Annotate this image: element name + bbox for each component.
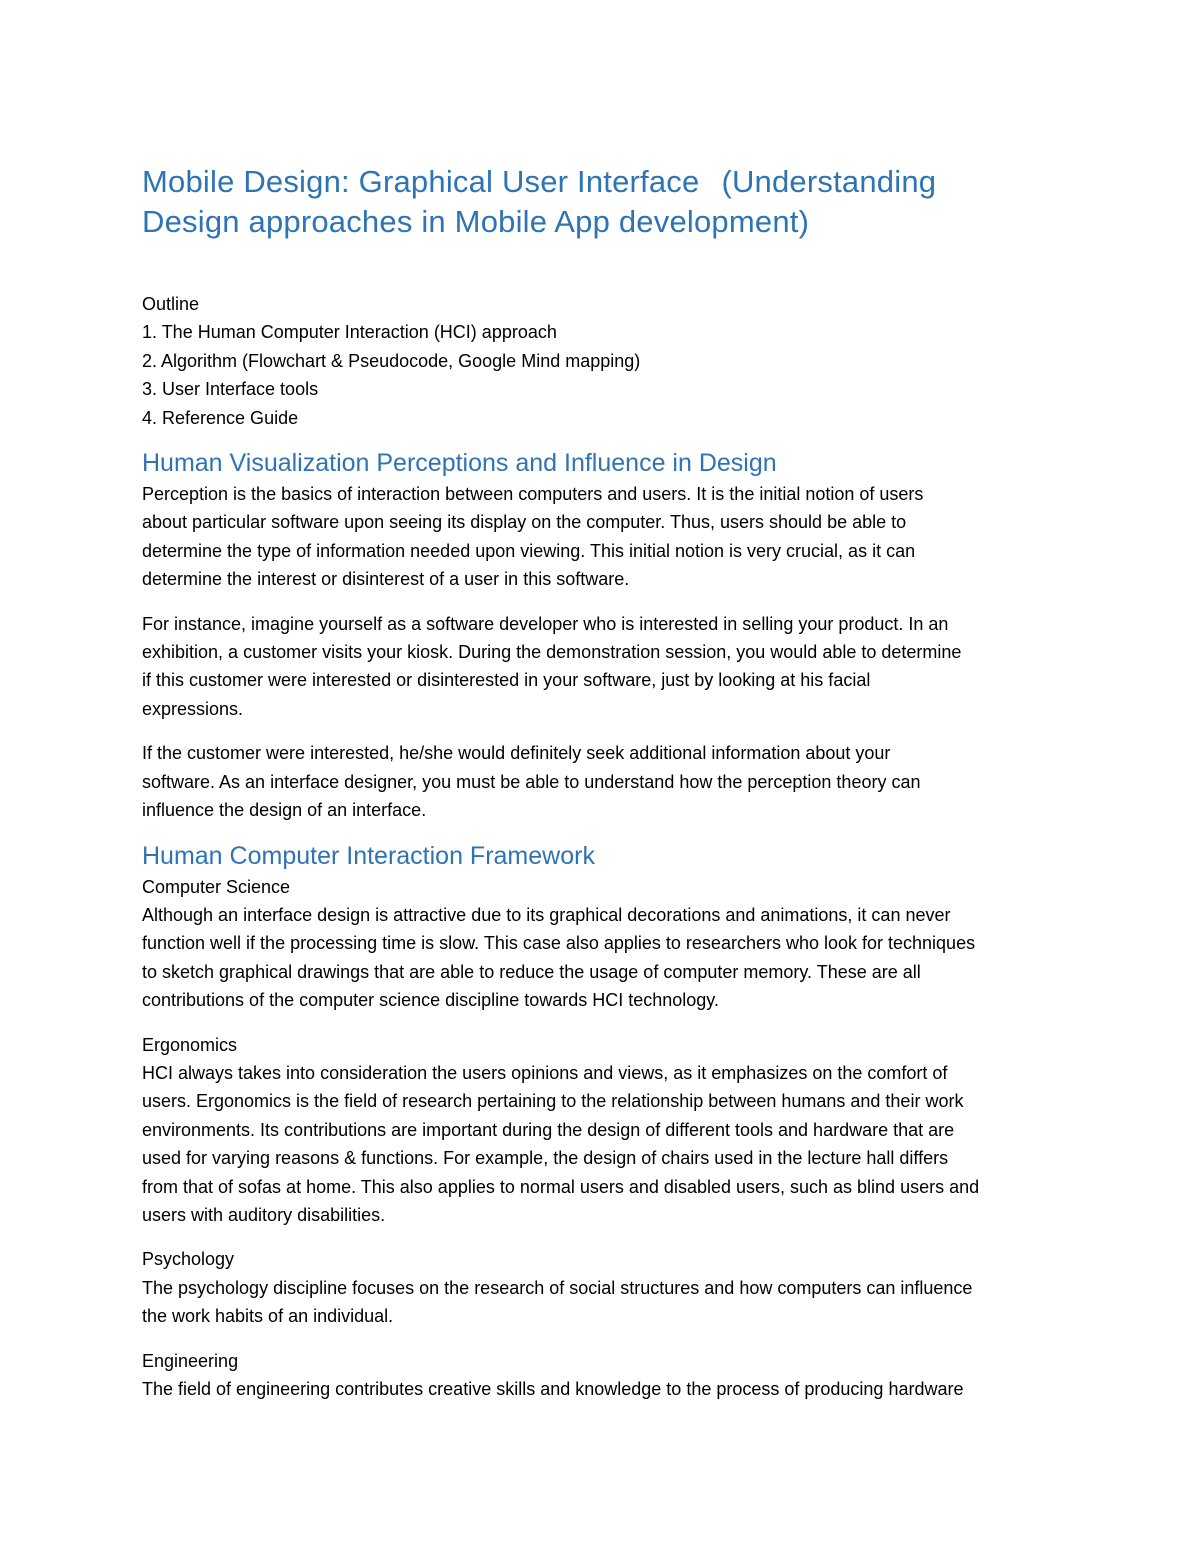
- section-heading-hci-framework: Human Computer Interaction Framework: [142, 841, 595, 870]
- paragraph-line: if this customer were interested or disinterested in your software, just by looking at his facial: [142, 670, 871, 691]
- subsection-engineering: [142, 1347, 1062, 1404]
- paragraph-line: determine the type of information needed upon viewing. This initial notion is very crucial, as it can: [142, 540, 916, 561]
- paragraph-line: exhibition, a customer visits your kiosk. During the demonstration session, you would able to determine: [142, 642, 962, 663]
- paragraph-line: used for varying reasons & functions. For example, the design of chairs used in the lecture hall differs: [142, 1148, 949, 1169]
- paragraph-line: If the customer were interested, he/she would definitely seek additional information about your: [142, 743, 891, 764]
- paragraph-line: For instance, imagine yourself as a software developer who is interested in selling your product. In an: [142, 613, 949, 634]
- paragraph-line: contributions of the computer science discipline towards HCI technology.: [142, 990, 719, 1011]
- outline-section: [142, 290, 1062, 432]
- outline-heading: Outline: [142, 294, 200, 314]
- subsection-computer-science: [142, 873, 1062, 1015]
- paragraph-line: HCI always takes into consideration the users opinions and views, as it emphasizes on the comfort of: [142, 1062, 948, 1083]
- paragraph-customer: [142, 739, 1062, 824]
- paragraph-line: influence the design of an interface.: [142, 800, 427, 821]
- paragraph-line: function well if the processing time is slow. This case also applies to researchers who look for techniques: [142, 933, 976, 954]
- title-line1-right: (Understanding: [721, 164, 937, 199]
- paragraph-line: users. Ergonomics is the field of research pertaining to the relationship between humans and their work: [142, 1091, 964, 1112]
- paragraph-line: from that of sofas at home. This also applies to normal users and disabled users, such as blind users and: [142, 1176, 980, 1197]
- paragraph-perception: [142, 480, 1062, 594]
- paragraph-line: Although an interface design is attractive due to its graphical decorations and animations, it can never: [142, 904, 951, 925]
- paragraph-line: environments. Its contributions are important during the design of different tools and hardware that are: [142, 1119, 955, 1140]
- subsection-heading: Psychology: [142, 1249, 235, 1270]
- paragraph-line: the work habits of an individual.: [142, 1306, 394, 1327]
- paragraph-line: expressions.: [142, 698, 244, 719]
- outline-item: 2. Algorithm (Flowchart & Pseudocode, Google Mind mapping): [142, 350, 641, 371]
- subsection-heading: Ergonomics: [142, 1034, 238, 1055]
- outline-item: 4. Reference Guide: [142, 407, 299, 428]
- subsection-psychology: [142, 1245, 1062, 1330]
- document-title: [142, 162, 1062, 242]
- document-page: [142, 162, 1062, 1403]
- outline-item: 3. User Interface tools: [142, 379, 319, 400]
- paragraph-line: The psychology discipline focuses on the research of social structures and how computers can influence: [142, 1277, 973, 1298]
- paragraph-instance: [142, 610, 1062, 724]
- subsection-ergonomics: [142, 1031, 1062, 1230]
- paragraph-line: users with auditory disabilities.: [142, 1204, 386, 1225]
- paragraph-line: to sketch graphical drawings that are able to reduce the usage of computer memory. These are all: [142, 961, 921, 982]
- subsection-heading: Computer Science: [142, 876, 291, 897]
- title-line1-left: Mobile Design: Graphical User Interface: [142, 164, 700, 199]
- paragraph-line: about particular software upon seeing its display on the computer. Thus, users should be able to: [142, 512, 907, 533]
- paragraph-line: The field of engineering contributes creative skills and knowledge to the process of producing hardware: [142, 1379, 964, 1399]
- paragraph-line: software. As an interface designer, you must be able to understand how the perception theory can: [142, 771, 921, 792]
- section-heading-human-visualization: Human Visualization Perceptions and Influence in Design: [142, 449, 777, 478]
- paragraph-line: determine the interest or disinterest of a user in this software.: [142, 569, 630, 590]
- paragraph-line: Perception is the basics of interaction between computers and users. It is the initial notion of users: [142, 484, 924, 505]
- subsection-heading: Engineering: [142, 1350, 239, 1371]
- title-line2: Design approaches in Mobile App development): [142, 204, 810, 239]
- outline-item: 1. The Human Computer Interaction (HCI) approach: [142, 322, 557, 343]
